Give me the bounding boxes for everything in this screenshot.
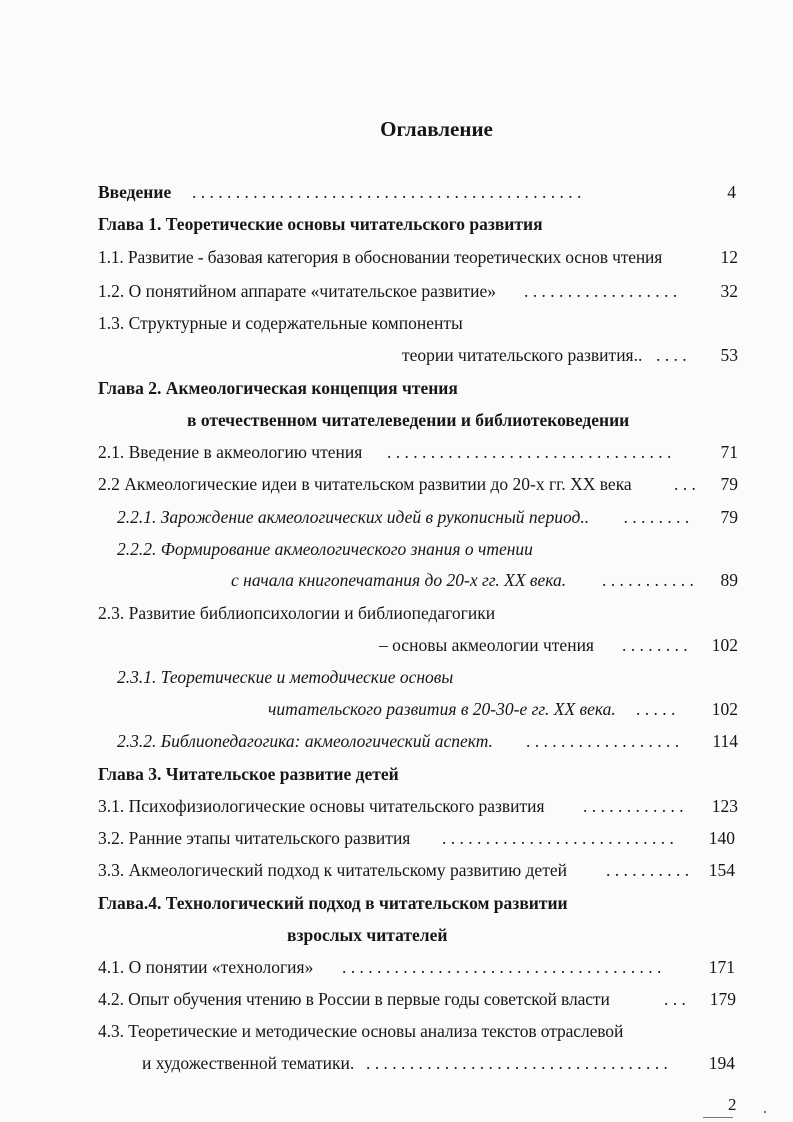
toc-entry-text: 3.3. Акмеологический подход к читательскому развитию детей	[98, 860, 567, 880]
toc-entry-text: теории читательского развития..	[402, 345, 643, 365]
toc-entry-text: 1.1. Развитие - базовая категория в обосновании теоретических основ чтения	[98, 247, 663, 267]
toc-leader-dots: . . . . . . . . . . . . . . . . . . . . . . . . . . . . . . . . .	[387, 442, 672, 462]
scan-speck	[764, 1111, 766, 1113]
toc-entry-4-3-continuation	[0, 1051, 793, 1075]
toc-page-number: 53	[720, 345, 738, 365]
toc-entry-text: взрослых читателей	[287, 925, 448, 945]
toc-entry-text: читательского развития в 20-30-е гг. XX века.	[268, 699, 616, 719]
toc-entry-3-3	[0, 858, 793, 882]
toc-entry-text: 4.3. Теоретические и методические основы анализа текстов отраслевой	[98, 1021, 624, 1041]
toc-entry-1-3	[0, 311, 793, 335]
toc-leader-dots: . . . . . . . . . .	[606, 860, 690, 880]
toc-entry-text: Глава 1. Теоретические основы читательского развития	[98, 214, 543, 234]
page-number: 2	[728, 1095, 737, 1114]
toc-leader-dots: . . . . . . . .	[624, 507, 690, 527]
toc-entry-text: 2.3.2. Библиопедагогика: акмеологический аспект.	[117, 731, 493, 751]
toc-entry-4-3	[0, 1019, 793, 1043]
toc-entry-4-1	[0, 955, 793, 979]
toc-entry-text: 3.1. Психофизиологические основы читательского развития	[98, 796, 545, 816]
footer-rule	[703, 1117, 733, 1118]
toc-leader-dots: . . . . . . . . . . . . . . . . . . . . . . . . . . . . . . . . . . .	[366, 1053, 668, 1073]
toc-entry-text: Введение	[98, 182, 172, 202]
toc-page-number: 12	[720, 247, 738, 267]
toc-page-number: 79	[720, 474, 738, 494]
toc-leader-dots: . . . . . . . . . . . . . . . . . . . . . . . . . . . . . . . . . . . . .	[342, 957, 662, 977]
toc-entry-2-3	[0, 601, 793, 625]
toc-entry-text: 4.2. Опыт обучения чтению в России в первые годы советской власти	[98, 989, 610, 1009]
toc-page-number: 114	[712, 731, 738, 751]
toc-chapter-4-heading	[0, 891, 793, 915]
toc-page-number: 123	[711, 796, 738, 816]
toc-entry-1-3-continuation	[0, 343, 793, 367]
toc-entry-1-2	[0, 279, 793, 303]
toc-leader-dots: . . . . . . . . . . . .	[583, 796, 684, 816]
toc-page-number: 179	[709, 989, 736, 1009]
toc-entry-text: – основы акмеологии чтения	[379, 635, 594, 655]
toc-entry-2-1	[0, 440, 793, 464]
toc-entry-text: 3.2. Ранние этапы читательского развития	[98, 828, 411, 848]
toc-entry-2-3-continuation	[0, 633, 793, 657]
toc-page-number: 32	[720, 281, 738, 301]
toc-entry-2-2-1	[0, 505, 793, 529]
toc-entry-3-1	[0, 794, 793, 818]
toc-leader-dots: . . . . . . . . . . . . . . . . . . . . . . . . . . . . . . . . . . . . . . . . . . . . .	[192, 182, 582, 202]
toc-entry-introduction	[0, 180, 793, 204]
toc-chapter-1-heading	[0, 212, 793, 236]
toc-entry-text: и художественной тематики.	[142, 1053, 355, 1073]
toc-entry-text: в отечественном читателеведении и библиотековедении	[187, 410, 630, 430]
toc-chapter-2-heading	[0, 376, 793, 400]
toc-chapter-4-heading-continuation	[0, 923, 793, 947]
toc-leader-dots: . . . . . . . . . . . . . . . . . . . . . . . . . . .	[442, 828, 674, 848]
toc-entry-2-3-2	[0, 729, 793, 753]
toc-page-number: 71	[720, 442, 738, 462]
toc-page-number: 154	[708, 860, 735, 880]
toc-entry-2-2	[0, 472, 793, 496]
toc-page-number: 79	[720, 507, 738, 527]
toc-leader-dots: . . . . .	[636, 699, 676, 719]
toc-page-number: 102	[711, 635, 738, 655]
toc-entry-text: Глава 3. Читательское развитие детей	[98, 764, 399, 784]
toc-entry-text: 1.2. О понятийном аппарате «читательское развитие»	[98, 281, 496, 301]
toc-page-number: 102	[711, 699, 738, 719]
toc-entry-text: с начала книгопечатания до 20-х гг. XX века.	[231, 570, 567, 590]
toc-entry-2-3-1-continuation	[0, 697, 793, 721]
toc-entry-text: Глава 2. Акмеологическая концепция чтения	[98, 378, 458, 398]
toc-entry-text: 2.2.1. Зарождение акмеологических идей в рукописный период..	[117, 507, 590, 527]
toc-entry-text: 2.1. Введение в акмеологию чтения	[98, 442, 363, 462]
toc-leader-dots: . . . . . . . . . . .	[602, 570, 694, 590]
toc-entry-2-3-1	[0, 665, 793, 689]
toc-entry-text: 2.3. Развитие библиопсихологии и библиопедагогики	[98, 603, 496, 623]
toc-entry-3-2	[0, 826, 793, 850]
toc-leader-dots: . . . . . . . . . . . . . . . . . .	[524, 281, 678, 301]
toc-leader-dots: . . .	[674, 474, 696, 494]
toc-entry-text: 2.3.1. Теоретические и методические основы	[117, 667, 454, 687]
toc-leader-dots: . . . .	[656, 345, 687, 365]
toc-entry-text: 2.2.2. Формирование акмеологического знания о чтении	[117, 539, 533, 559]
toc-entry-2-2-2	[0, 537, 793, 561]
toc-leader-dots: . . .	[664, 989, 686, 1009]
toc-entry-text: 4.1. О понятии «технология»	[98, 957, 314, 977]
toc-entry-text: 2.2 Акмеологические идеи в читательском развитии до 20-х гг. XX века	[98, 474, 632, 494]
toc-leader-dots: . . . . . . . .	[622, 635, 688, 655]
page-title: Оглавление	[380, 117, 493, 141]
toc-page-number: 171	[708, 957, 735, 977]
toc-page-number: 194	[708, 1053, 735, 1073]
toc-chapter-2-heading-continuation	[0, 408, 793, 432]
toc-entry-2-2-2-continuation	[0, 568, 793, 592]
toc-page-number: 4	[727, 182, 736, 202]
toc-page-number: 89	[720, 570, 738, 590]
toc-entry-1-1	[0, 245, 793, 269]
toc-entry-text: 1.3. Структурные и содержательные компоненты	[98, 313, 463, 333]
toc-page-number: 140	[708, 828, 735, 848]
toc-leader-dots: . . . . . . . . . . . . . . . . . .	[526, 731, 680, 751]
toc-chapter-3-heading	[0, 762, 793, 786]
toc-entry-text: Глава.4. Технологический подход в читательском развитии	[98, 893, 568, 913]
toc-entry-4-2	[0, 987, 793, 1011]
